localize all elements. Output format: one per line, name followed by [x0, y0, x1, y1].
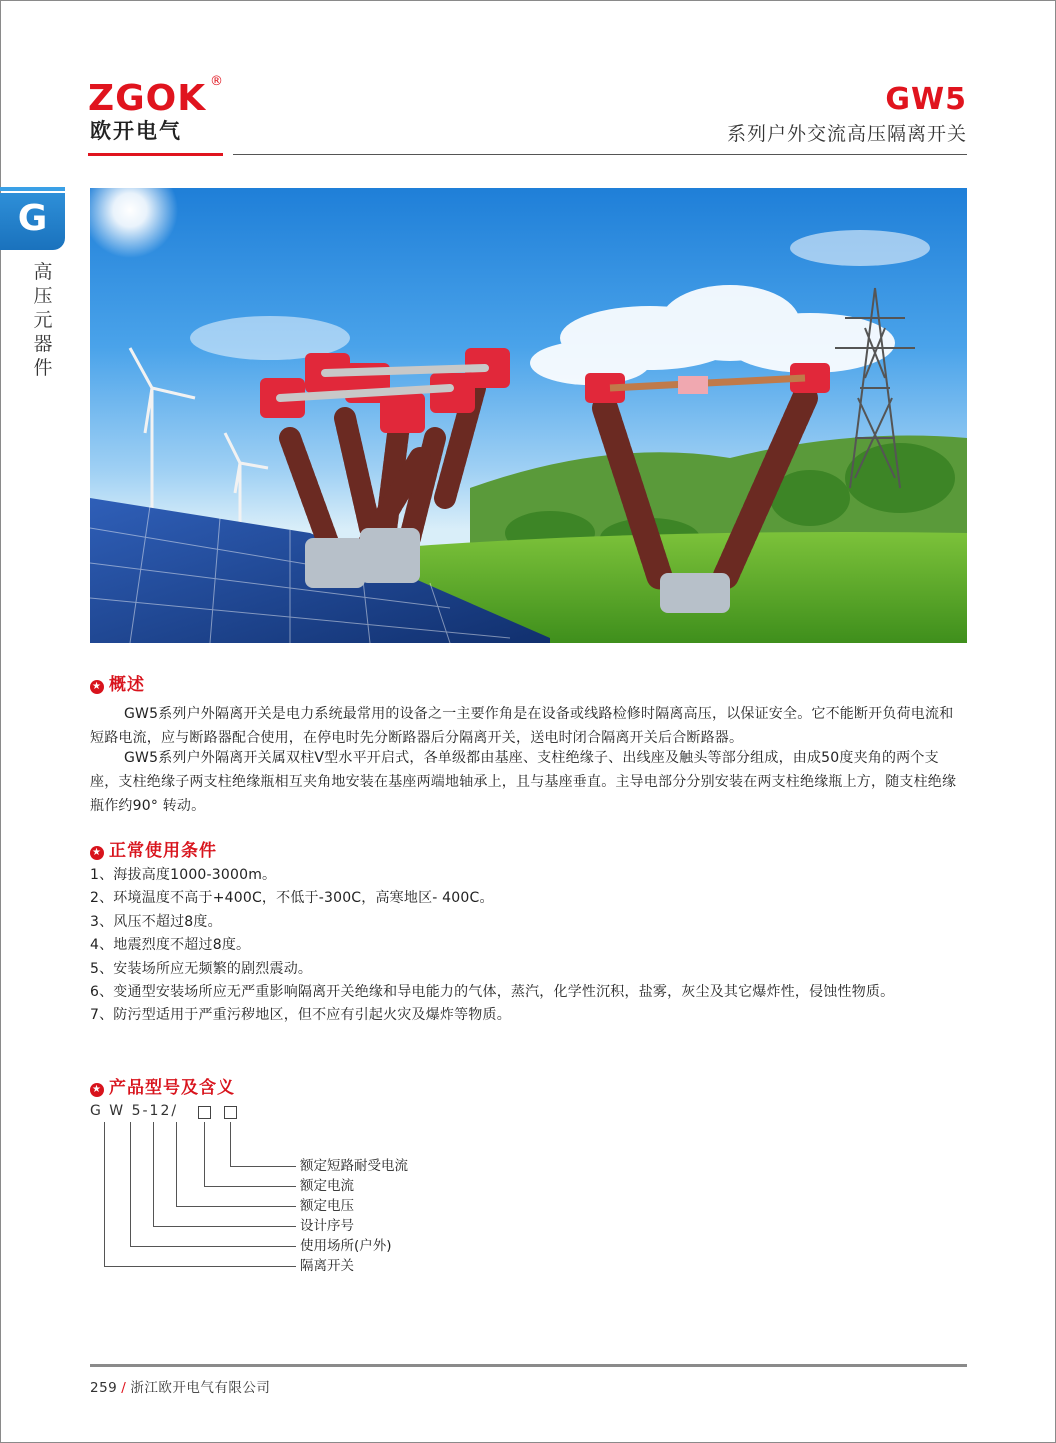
model-meaning-isolator: 隔离开关 — [300, 1258, 354, 1274]
hero-illustration — [90, 188, 967, 643]
header-divider — [233, 154, 967, 155]
connector-line — [153, 1226, 296, 1227]
connector-line — [130, 1246, 296, 1247]
model-placeholder-box — [224, 1106, 237, 1119]
section-title-text: 概述 — [109, 675, 145, 695]
side-label-char: 件 — [33, 357, 53, 379]
side-tab — [0, 193, 65, 250]
side-tab-letter: G — [17, 198, 48, 239]
brand-name-en: ZGOK — [88, 78, 207, 119]
clouds — [190, 230, 930, 385]
overview-paragraph: GW5系列户外隔离开关是电力系统最常用的设备之一主要作角是在设备或线路检修时隔离高压，以保证安全。它不能断开负荷电流和短路电流，应与断路器配合使用，在停电时先分断路器后分隔离开关，送电时闭合隔离开关后合断路器。 — [90, 706, 954, 746]
brand-name-cn: 欧开电气 — [90, 119, 182, 143]
star-icon: ★ — [90, 680, 104, 694]
model-diagram — [90, 1100, 550, 1290]
connector-line — [204, 1186, 296, 1187]
section-title-model — [90, 1073, 235, 1098]
connector-line — [104, 1122, 105, 1266]
registered-mark: ® — [210, 74, 223, 89]
connector-line — [204, 1122, 205, 1186]
star-icon: ★ — [90, 846, 104, 860]
model-meaning-rated-voltage: 额定电压 — [300, 1198, 354, 1214]
list-item: 7、防污型适用于严重污秽地区，但不应有引起火灾及爆炸等物质。 — [90, 1007, 511, 1024]
model-meaning-rated-short-circuit: 额定短路耐受电流 — [300, 1158, 408, 1174]
overview-paragraph: GW5系列户外隔离开关属双柱V型水平开启式，各单级都由基座、支柱绝缘子、出线座及触头等部分组成，由成50度夹角的两个支座，支柱绝缘子两支柱绝缘瓶相互夹角地安装在基座两端地轴承上，且与基座垂直。主导电部分分别安装在两支柱绝缘瓶上方，随支柱绝缘瓶作约90° 转动。 — [90, 750, 957, 814]
side-label-char: 器 — [33, 333, 53, 355]
side-category-label — [30, 260, 56, 380]
list-item: 5、安装场所应无频繁的剧烈震动。 — [90, 960, 313, 977]
side-label-char: 压 — [33, 285, 53, 307]
side-tab-topline — [0, 187, 65, 191]
page-number: 259 — [90, 1380, 118, 1396]
product-subtitle: 系列户外交流高压隔离开关 — [726, 123, 967, 145]
list-item: 1、海拔高度1000-3000m。 — [90, 867, 277, 883]
connector-line — [176, 1122, 177, 1206]
company-name: 浙江欧开电气有限公司 — [130, 1380, 271, 1396]
logo-underline — [88, 153, 223, 156]
conditions-list — [90, 864, 967, 1028]
hero-product-image — [90, 188, 967, 643]
list-item: 3、风压不超过8度。 — [90, 913, 222, 930]
list-item: 6、变通型安装场所应无严重影响隔离开关绝缘和导电能力的气体，蒸汽，化学性沉积，盐雾，灰尘及其它爆炸性，侵蚀性物质。 — [90, 984, 895, 1001]
connector-line — [230, 1166, 296, 1167]
list-item: 2、环境温度不高于+400C，不低于-300C，高寒地区- 400C。 — [90, 890, 494, 907]
model-meaning-rated-current: 额定电流 — [300, 1178, 354, 1194]
star-icon: ★ — [90, 1083, 104, 1097]
wind-turbines — [130, 348, 268, 533]
connector-line — [230, 1122, 231, 1166]
model-code: G W 5-12/ — [90, 1103, 179, 1119]
list-item: 4、地震烈度不超过8度。 — [90, 937, 251, 954]
connector-line — [104, 1266, 296, 1267]
connector-line — [176, 1206, 296, 1207]
connector-line — [153, 1122, 154, 1226]
section-title-overview — [90, 670, 145, 695]
section-title-text: 产品型号及含义 — [109, 1078, 235, 1098]
product-code: GW5 — [885, 82, 967, 117]
footer-divider — [90, 1364, 967, 1367]
page-footer — [90, 1376, 270, 1396]
section-title-text: 正常使用条件 — [109, 841, 217, 861]
brand-logo — [88, 74, 228, 144]
model-meaning-design-number: 设计序号 — [300, 1218, 354, 1234]
model-placeholder-box — [198, 1106, 211, 1119]
footer-separator: / — [121, 1380, 127, 1396]
side-label-char: 元 — [33, 309, 53, 331]
connector-line — [130, 1122, 131, 1246]
model-meaning-usage-site: 使用场所(户外) — [300, 1238, 392, 1254]
sun — [90, 188, 178, 258]
section-title-conditions — [90, 836, 217, 861]
side-label-char: 高 — [33, 261, 53, 283]
